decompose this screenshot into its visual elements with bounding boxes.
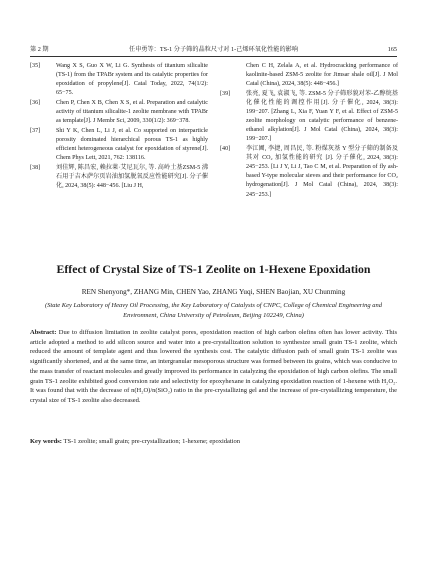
reference-text: 张亮, 夏飞, 袁淑飞, 等. ZSM-5 分子筛形貌对苯-乙醇烷基化催化性能的调控作用[J]. 分子催化, 2024, 38(3): 199−207. [Zhang L, Xia F, Yuan Y F, et al. Effect of ZSM-5 zeolite morphology on catalytic performance of benzene-ethanol alkylation[J]. J Mol Catal (China), 2024, 38(3): 199−207.]	[246, 90, 398, 143]
abstract-block	[30, 328, 397, 406]
abstract-text: Due to diffusion limitation in zeolite catalyst pores, epoxidation reaction of high carbon olefins often has lower activity. This article adopted a method to add silicon source and water into a pre-crystallization solution to synthesize small grain TS-1 zeolite, which reduced the amount of template agent and thus lowered the synthesis cost. The catalytic diffusion path of small grain TS-1 zeolite was significantly shortened, and at the same time, an intergranular mesoporous structure was formed between its grains, which was conducive to the mass transfer of reactant molecules and greatly improved its performance in catalyzing the epoxidation of high carbon olefins. The small grain TS-1 zeolite exhibited good conversion rate and selectivity for epoxyhexane in catalyzing epoxidation reaction of 1-hexene with H₂O₂. It was found that with the decrease of n(H₂O)/n(SiO₂) ratio in the pre-crystallizing gel and the increase of pre-crystallizing temperature, the crystal size of TS-1 zeolite also decreased.	[30, 329, 398, 404]
keywords-block	[30, 437, 397, 447]
reference-text: Shi Y K, Chen L, Li J, et al. Co supported on interparticle porosity dominated hierarchical porous TS-1 as highly efficient heterogeneous catalyst for epoxidation of styrene[J]. Chem Phys Lett, 2021, 762: 138116.	[56, 127, 208, 162]
page-number: 165	[387, 46, 397, 53]
reference-text: 刘佳辉, 陈昌宏, 赖拉莱·艾尼瓦尔, 等. 高岭土基ZSM-5 沸石用于吉木萨尔页岩油加氢脱氧反应性能研究[J]. 分子催化, 2024, 38(5): 448−456. [Liu J H,	[56, 164, 208, 189]
reference-continuation: Chen C H, Zelala A, et al. Hydrocracking performance of kaolinite-based ZSM-5 zeolite for Jimsar shale oil[J]. J Mol Catal (China), 2024, 38(5): 448−456.]	[246, 63, 398, 88]
issue-label: 第 2 期	[30, 46, 49, 53]
running-header	[30, 46, 397, 60]
reference-number: [39]	[220, 90, 231, 97]
keywords-label: Key words:	[30, 438, 62, 445]
reference-text: Chen P, Chen X B, Chen X S, et al. Preparation and catalytic activity of titanium silicalite-1 zeolite membrane with TPABr as template[J]. J Membr Sci, 2009, 330(1/2): 369−378.	[56, 99, 208, 125]
reference-column-right	[220, 62, 398, 200]
reference-number: [35]	[30, 63, 41, 69]
reference-column-left	[30, 62, 208, 192]
reference-item	[220, 145, 398, 200]
affiliation: (State Key Laboratory of Heavy Oil Processing, the Key Laboratory of Catalysts of CNPC, College of Chemical Engineering and Environment, China University of Petroleum, Beijing 102249, China)	[44, 302, 382, 319]
reference-item	[220, 90, 398, 145]
reference-list	[30, 62, 397, 252]
header-rule	[30, 56, 397, 57]
paper-title: Effect of Crystal Size of TS-1 Zeolite on 1-Hexene Epoxidation	[56, 262, 371, 276]
reference-text: Wang X S, Guo X W, Li G. Synthesis of titanium silicalite (TS-1) from the TPABr system and its catalytic properties for epoxidation of propylene[J]. Catal Today, 2022, 74(1/2): 65−75.	[56, 63, 208, 97]
reference-item	[30, 62, 208, 98]
reference-number: [37]	[30, 127, 41, 134]
abstract-label: Abstract:	[30, 329, 57, 336]
reference-number: [40]	[220, 146, 231, 153]
reference-number: [36]	[30, 99, 41, 106]
reference-item	[30, 127, 208, 163]
reference-text: 李江圃, 李捷, 周昌民, 等. 粉煤灰基 Y 型分子筛的制备及其对 CO₂ 加氢性能的研究 [J]. 分子催化, 2024, 38(3): 245−253. [Li J Y, Li J, Tao C M, et al. Preparation of fly ash-based Y-type molecular sieves and their performance for CO₂ hydrogenation[J]. J Mol Catal (China), 2024, 38(3): 245−253.]	[246, 146, 398, 198]
running-title: 任申勇等：TS-1 分子筛的晶粒尺寸对 1-己烯环氧化性能的影响	[128, 46, 299, 53]
reference-item	[30, 164, 208, 191]
reference-item	[30, 99, 208, 126]
author-list: REN Shenyong*, ZHANG Min, CHEN Yao, ZHANG Yuqi, SHEN Baojian, XU Chunming	[81, 288, 346, 296]
keywords-text: TS-1 zeolite; small grain; pre-crystallization; 1-hexene; epoxidation	[63, 438, 241, 445]
reference-number: [38]	[30, 164, 41, 171]
